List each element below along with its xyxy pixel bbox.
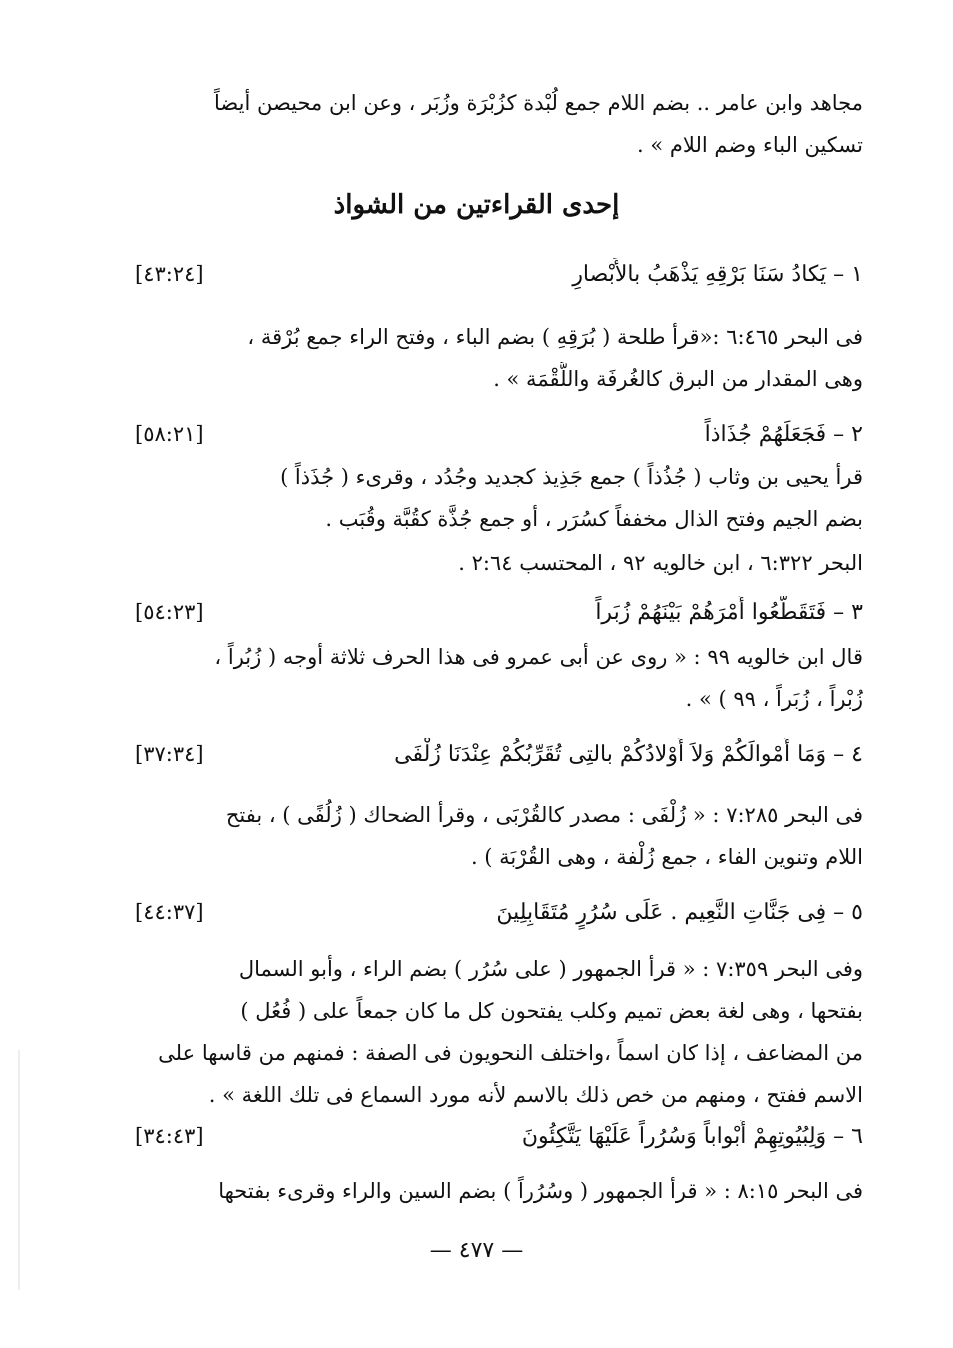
text-line: بضم الجيم وفتح الذال مخففاً كسُرَر ، أو جمع جُذَّة كقُبَّة وقُبَب . [325, 507, 863, 531]
verse-line: ٢ – فَجَعَلَهُمْ جُذَاذاً [704, 422, 863, 447]
verse-reference: [٥٤:٢٣] [135, 600, 204, 624]
text-line: بفتحها ، وهى لغة بعض تميم وكلب يفتحون كل ما كان جمعاً على ( فُعُل ) [240, 999, 863, 1023]
text-line: فى البحر ٦:٤٦٥ :«قرأ طلحة ( بُرَقِهِ ) بضم الباء ، وفتح الراء جمع بُرْقة ، [247, 325, 863, 349]
text-line: وهى المقدار من البرق كالغُرفَة واللُّقْمَة » . [493, 367, 863, 391]
verse-reference: [٥٨:٢١] [135, 422, 204, 446]
verse-line: ٤ – وَمَا أَمْوالَكُمْ وَلاَ أَوْلادُكُمْ بالتِى تُقَرِّبُكُمْ عِنْدَنَا زُلْفَى [394, 742, 863, 767]
text-line: وفى البحر ٧:٣٥٩ : « قرأ الجمهور ( على سُرُر ) بضم الراء ، وأبو السمال [238, 957, 863, 981]
text-line: اللام وتنوين الفاء ، جمع زُلْفة ، وهى القُرْبَة ) . [470, 845, 863, 869]
page-number: — ٤٧٧ — [429, 1238, 524, 1263]
text-line: من المضاعف ، إذا كان اسماً ،واختلف النحويون فى الصفة : فمنهم من قاسها على [158, 1041, 863, 1065]
verse-line: ٥ – فِى جَنَّاتِ النَّعِيم . عَلَى سُرُرٍ مُتَقَابِلِينَ [496, 900, 863, 925]
text-line: فى البحر ٨:١٥ : « قرأ الجمهور ( وسُرُراً ) بضم السين والراء وقرىء بفتحها [218, 1179, 863, 1203]
verse-line: ٣ – فَتَقَطَّعُوا أَمْرَهُمْ بَيْنَهُمْ زُبَراً [595, 600, 863, 625]
verse-reference: [٣٤:٤٣] [135, 1124, 204, 1148]
verse-reference: [٤٣:٢٤] [135, 262, 204, 286]
verse-line: ١ – يَكادُ سَنَا بَرْقِهِ يَذْهَبُ بالأَبْصارِ [572, 262, 863, 287]
section-heading: إحدى القراءتين من الشواذ [333, 190, 620, 220]
verse-reference: [٤٤:٣٧] [135, 900, 204, 924]
margin-line [18, 1050, 20, 1290]
verse-reference: [٣٧:٣٤] [135, 742, 204, 766]
text-line: تسكين الباء وضم اللام » . [637, 133, 863, 157]
text-line: البحر ٦:٣٢٢ ، ابن خالويه ٩٢ ، المحتسب ٢:٦٤ . [458, 551, 863, 575]
text-line: زُبْراً ، زُبَراً ، ٩٩ ) » . [685, 687, 863, 711]
text-line: الاسم ففتح ، ومنهم من خص ذلك بالاسم لأنه مورد السماع فى تلك اللغة » . [208, 1083, 863, 1107]
text-line: قال ابن خالويه ٩٩ : « روى عن أبى عمرو فى هذا الحرف ثلاثة أوجه ( زُبُراً ، [214, 645, 863, 669]
text-line: فى البحر ٧:٢٨٥ : « زُلْفَى : مصدر كالقُرْبَى ، وقرأ الضحاك ( زُلُفًى ) ، بفتح [225, 803, 863, 827]
text-line: قرأ يحيى بن وثاب ( جُذُذاً ) جمع جَذِيذ كجديد وجُدُد ، وقرىء ( جُذَذاً ) [280, 465, 863, 489]
text-line: مجاهد وابن عامر .. بضم اللام جمع لُبْدة كزُبْرَة وزُبَر ، وعن ابن محيصن أيضاً [214, 91, 863, 115]
verse-line: ٦ – وَلِبُيُوتِهِمْ أَبْواباً وَسُرُراً عَلَيْهَا يَتَّكِئُونَ [521, 1124, 863, 1149]
